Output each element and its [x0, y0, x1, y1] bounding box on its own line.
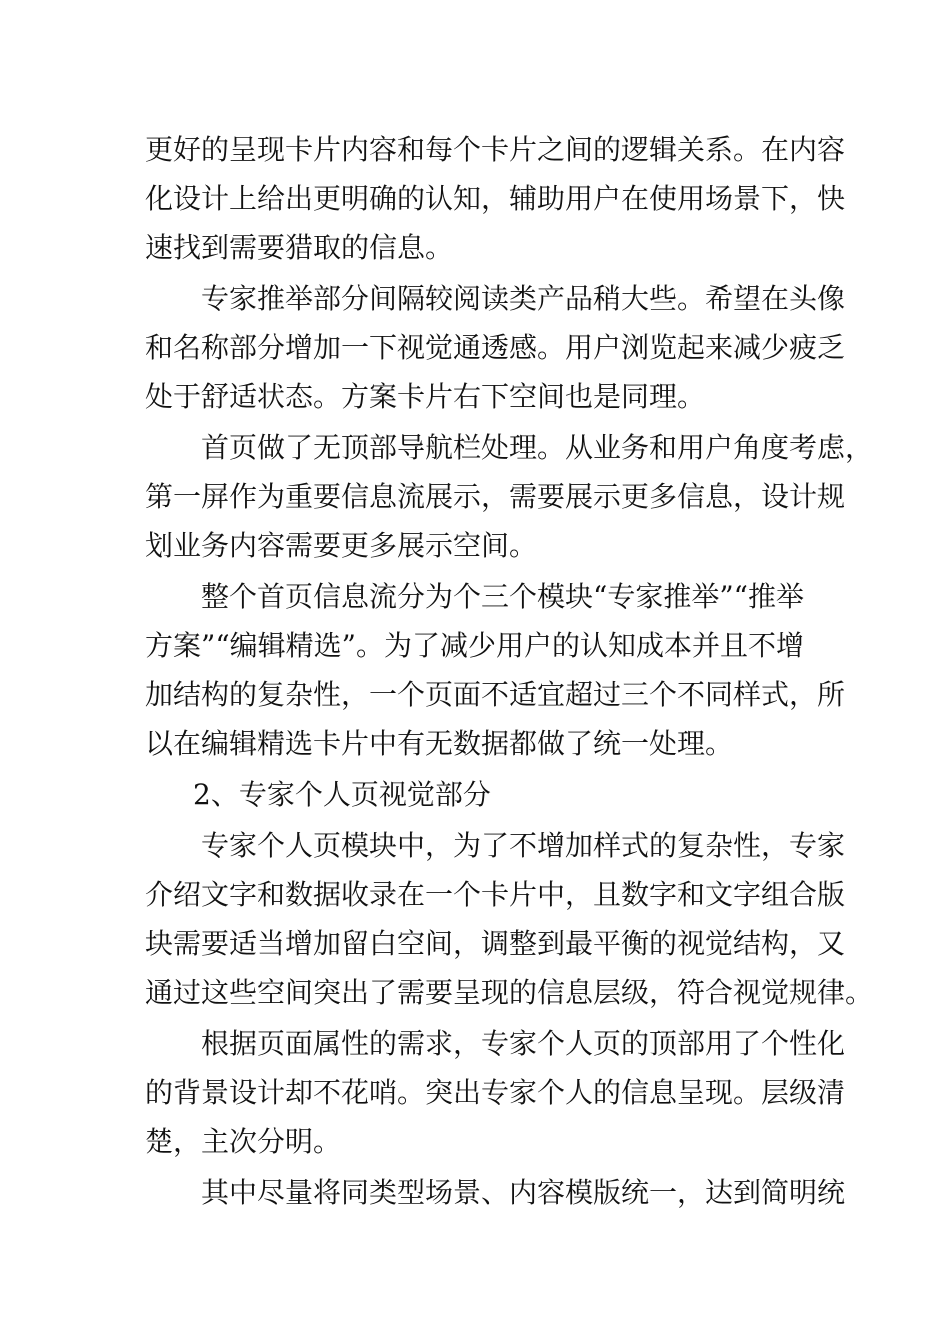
- text-line: 第一屏作为重要信息流展示，需要展示更多信息，设计规: [145, 480, 846, 513]
- text-line: 首页做了无顶部导航栏处理。从业务和用户角度考虑，: [201, 431, 874, 464]
- text-line: 的背景设计却不花哨。突出专家个人的信息呈现。层级清: [145, 1076, 846, 1109]
- text-line: 处于舒适状态。方案卡片右下空间也是同理。: [145, 380, 706, 413]
- section-heading: 2、专家个人页视觉部分: [193, 778, 491, 811]
- text-line: 其中尽量将同类型场景、内容模版统一，达到简明统: [201, 1176, 846, 1209]
- text-line: 整个首页信息流分为个三个模块“专家推举”“推举: [201, 580, 804, 613]
- text-line: 楚，主次分明。: [145, 1125, 342, 1158]
- text-line: 加结构的复杂性，一个页面不适宜超过三个不同样式，所: [145, 678, 846, 711]
- text-line: 根据页面属性的需求，专家个人页的顶部用了个性化: [201, 1027, 846, 1060]
- text-line: 更好的呈现卡片内容和每个卡片之间的逻辑关系。在内容: [145, 133, 846, 166]
- text-line: 通过这些空间突出了需要呈现的信息层级，符合视觉规律。: [145, 976, 874, 1009]
- text-line: 化设计上给出更明确的认知，辅助用户在使用场景下，快: [145, 182, 846, 215]
- text-line: 速找到需要猎取的信息。: [145, 231, 454, 264]
- text-line: 方案”“编辑精选”。为了减少用户的认知成本并且不增: [145, 629, 804, 662]
- text-line: 专家推举部分间隔较阅读类产品稍大些。希望在头像: [201, 282, 846, 315]
- text-line: 和名称部分增加一下视觉通透感。用户浏览起来减少疲乏: [145, 331, 846, 364]
- text-line: 划业务内容需要更多展示空间。: [145, 529, 538, 562]
- text-line: 介绍文字和数据收录在一个卡片中，且数字和文字组合版: [145, 878, 846, 911]
- text-line: 专家个人页模块中，为了不增加样式的复杂性，专家: [201, 829, 846, 862]
- text-line: 块需要适当增加留白空间，调整到最平衡的视觉结构，又: [145, 927, 846, 960]
- text-line: 以在编辑精选卡片中有无数据都做了统一处理。: [145, 727, 734, 760]
